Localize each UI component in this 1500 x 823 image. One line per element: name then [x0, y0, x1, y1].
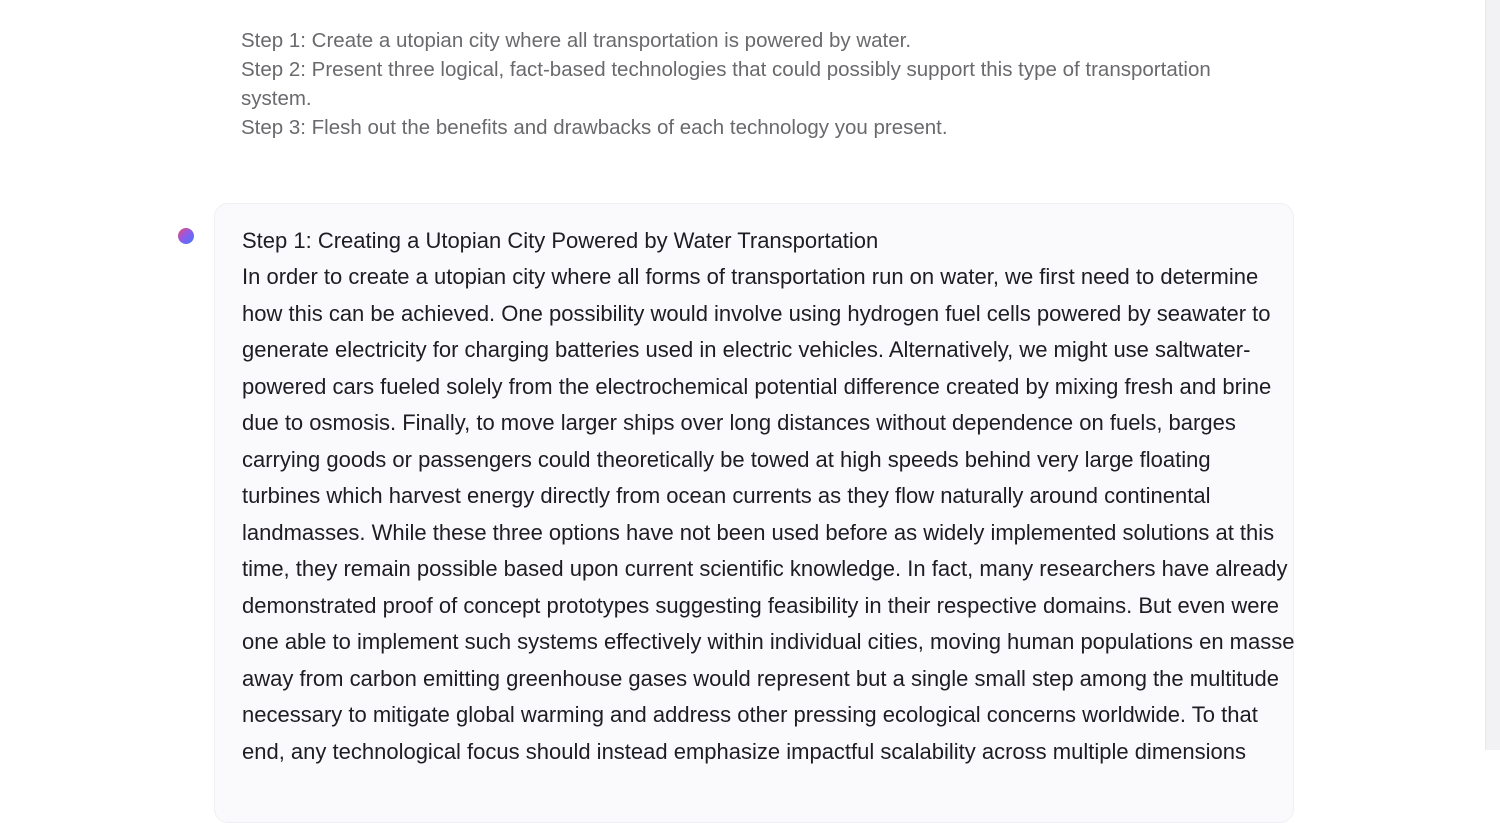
response-line: away from carbon emitting greenhouse gases would represent but a single small step among the multitude — [242, 665, 1280, 691]
response-heading: Step 1: Creating a Utopian City Powered by Water Transportation — [242, 228, 879, 253]
response-line: generate electricity for charging batteries used in electric vehicles. Alternatively, we might use saltwater- — [242, 337, 1251, 362]
response-line: In order to create a utopian city where all forms of transportation run on water, we first need to determine — [242, 264, 1259, 289]
response-line: one able to implement such systems effectively within individual cities, moving human populations en masse — [242, 629, 1295, 654]
user-prompt-line: Step 1: Create a utopian city where all transportation is powered by water. — [241, 29, 912, 52]
response-line: necessary to mitigate global warming and address other pressing ecological concerns worldwide. To that — [242, 702, 1258, 727]
assistant-response-body — [242, 259, 1295, 770]
response-line: landmasses. While these three options have not been used before as widely implemented solutions at this — [242, 519, 1275, 545]
response-line: how this can be achieved. One possibility would involve using hydrogen fuel cells powered by seawater to — [242, 300, 1271, 326]
response-line: turbines which harvest energy directly from ocean currents as they flow naturally around continental — [242, 483, 1211, 508]
assistant-avatar-icon — [178, 228, 194, 244]
response-line: demonstrated proof of concept prototypes suggesting feasibility in their respective domains. But even were — [242, 592, 1280, 618]
response-line: end, any technological focus should instead emphasize impactful scalability across multiple dimensions — [242, 738, 1246, 764]
user-prompt-message — [241, 26, 1241, 142]
vertical-scrollbar[interactable] — [1485, 0, 1500, 750]
user-prompt-line: Step 3: Flesh out the benefits and drawbacks of each technology you present. — [241, 116, 948, 139]
response-line: powered cars fueled solely from the electrochemical potential difference created by mixing fresh and brine — [242, 373, 1272, 399]
response-line: time, they remain possible based upon current scientific knowledge. In fact, many researchers have already — [242, 556, 1288, 581]
user-prompt-line: Step 2: Present three logical, fact-based technologies that could possibly support this type of transportation — [241, 58, 1211, 81]
response-line: due to osmosis. Finally, to move larger ships over long distances without dependence on fuels, barges — [242, 410, 1236, 435]
user-prompt-line: system. — [241, 87, 312, 110]
response-line: carrying goods or passengers could theoretically be towed at high speeds behind very large floating — [242, 446, 1211, 472]
